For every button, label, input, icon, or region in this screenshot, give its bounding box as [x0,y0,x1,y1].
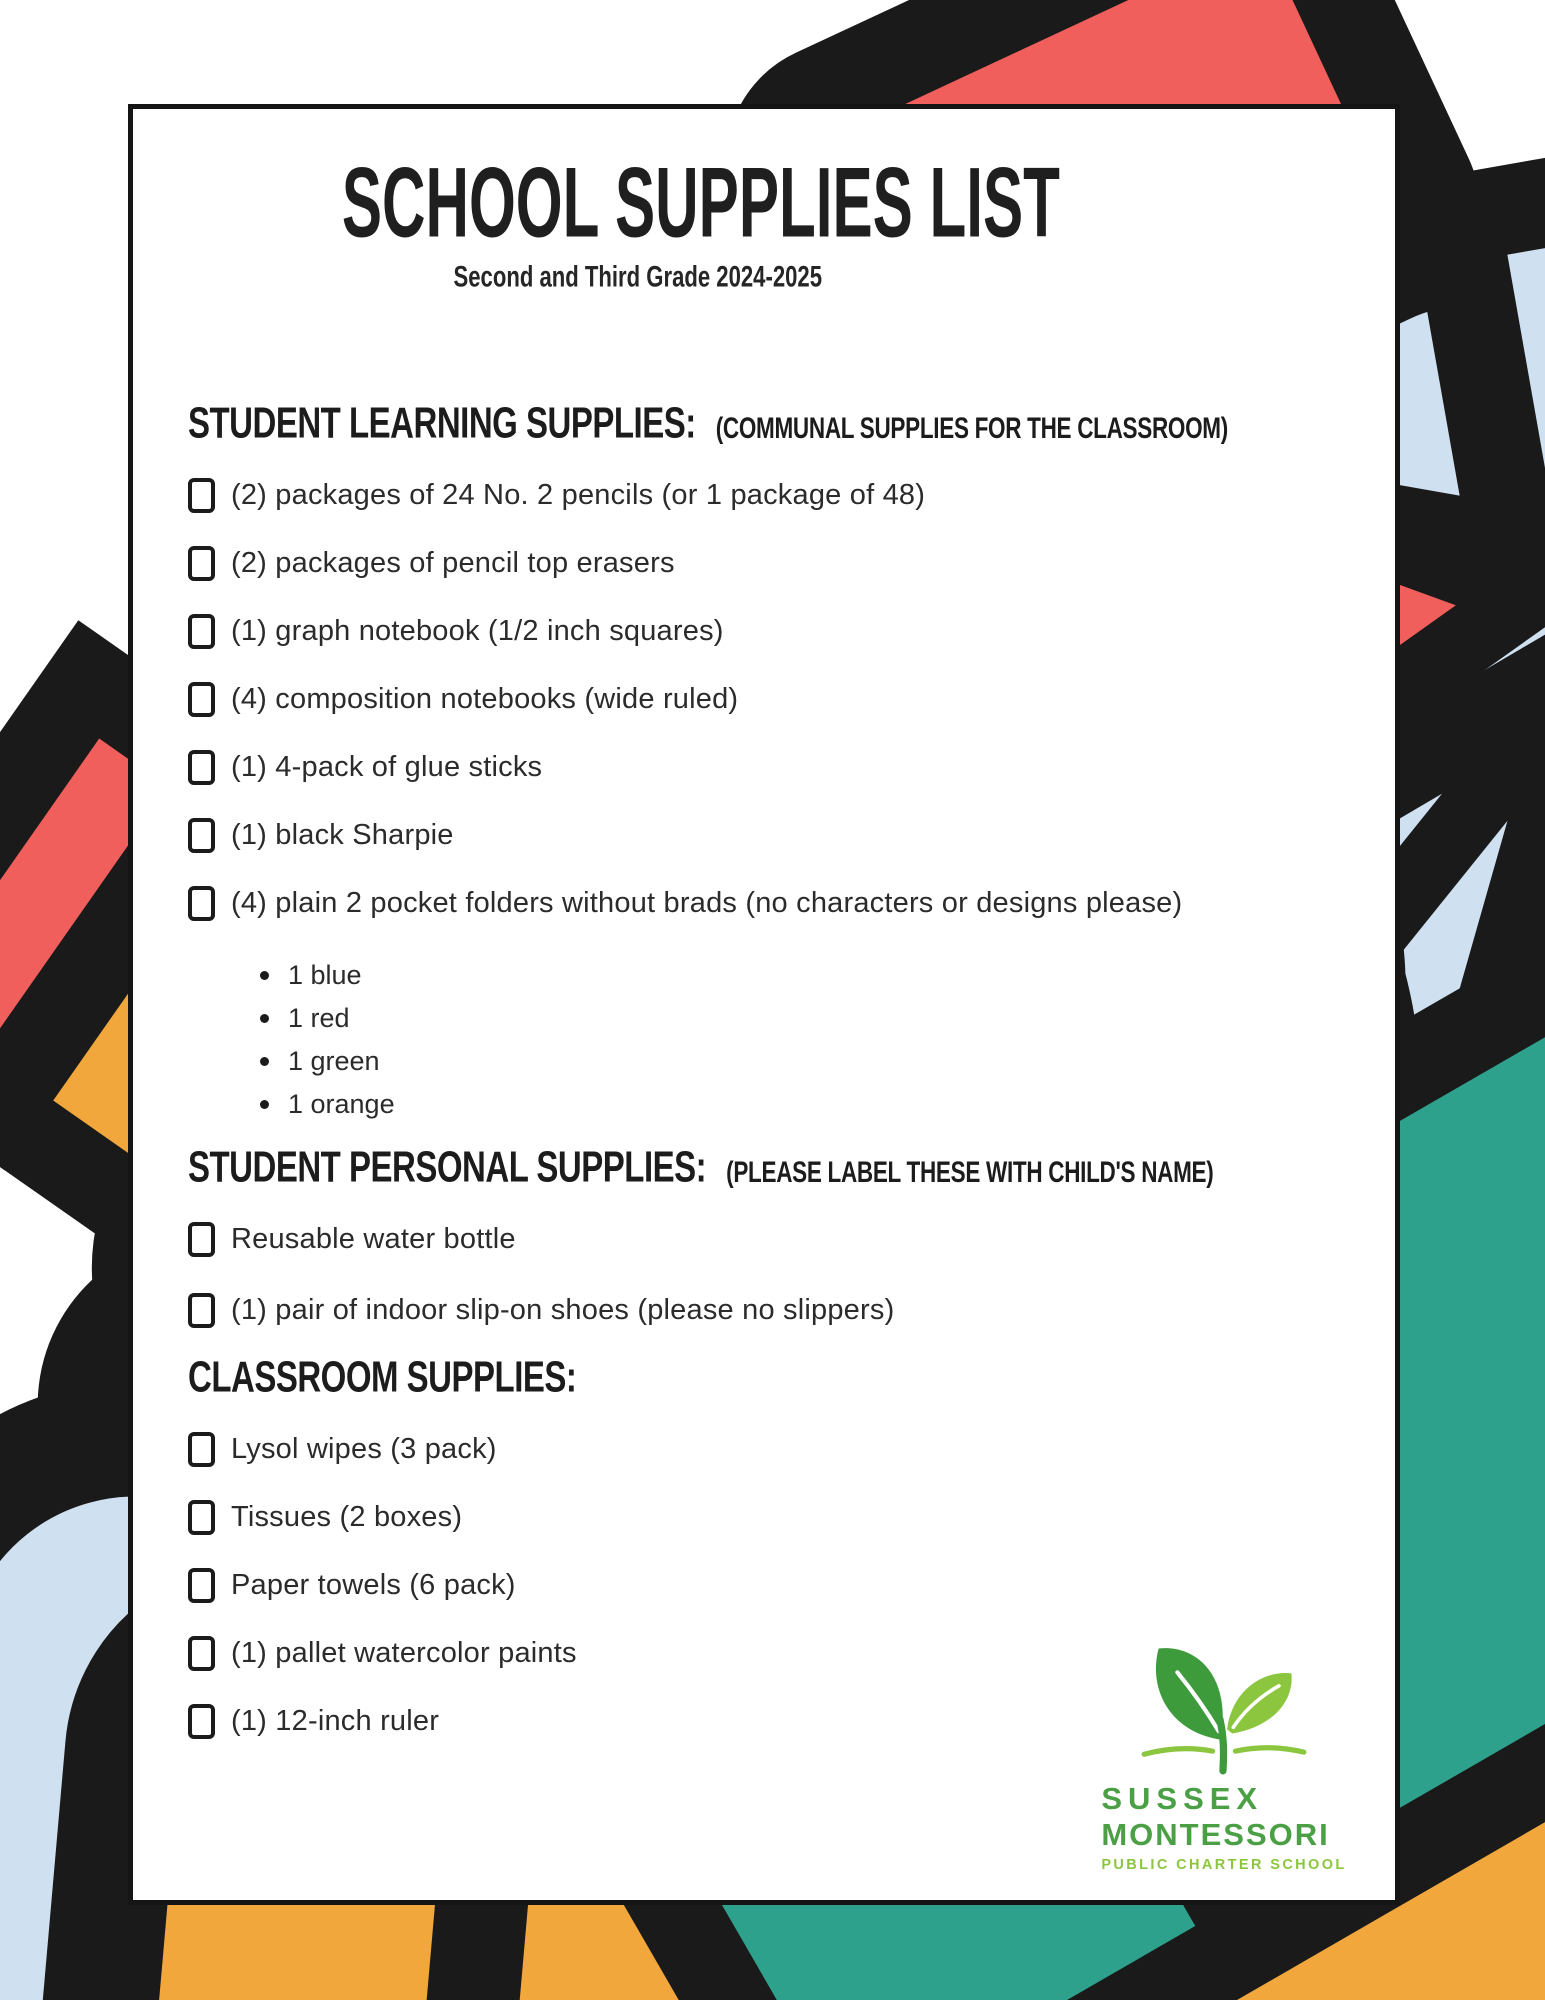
ground-line [1235,1748,1303,1752]
item-label: Tissues (2 boxes) [231,1501,463,1534]
page-title [188,147,1088,259]
checklist-item [188,1222,1355,1257]
checkbox[interactable] [188,546,215,581]
item-label: (1) black Sharpie [231,819,454,852]
item-label: Paper towels (6 pack) [231,1569,516,1602]
checkbox[interactable] [188,1432,215,1467]
folder-color-list [258,954,1355,1126]
checklist [188,478,1355,1126]
checkbox[interactable] [188,614,215,649]
list-item: 1 blue [258,954,1355,997]
checklist-item [188,1568,1355,1603]
item-label: Reusable water bottle [231,1223,516,1256]
section-heading-text: STUDENT PERSONAL SUPPLIES: [188,1142,707,1191]
item-label: Lysol wipes (3 pack) [231,1433,497,1466]
logo-school-name-line2: MONTESSORI [1101,1817,1330,1852]
checkbox[interactable] [188,1704,215,1739]
page-subtitle-text: Second and Third Grade 2024-2025 [453,258,823,294]
checklist-item [188,1293,1355,1328]
checklist-item [188,614,1355,649]
checkbox[interactable] [188,1222,215,1257]
checkbox[interactable] [188,886,215,921]
checklist-item [188,1500,1355,1535]
list-item: 1 red [258,997,1355,1040]
section-student-learning-supplies [188,398,1355,1126]
checklist-item [188,750,1355,785]
item-label: (1) 4-pack of glue sticks [231,751,543,784]
leaf-logo-icon [1134,1636,1314,1776]
section-note-text: (PLEASE LABEL THESE WITH CHILD'S NAME) [726,1155,1214,1189]
checkbox[interactable] [188,478,215,513]
checklist-item [188,478,1355,513]
checkbox[interactable] [188,818,215,853]
item-label: (2) packages of pencil top erasers [231,547,675,580]
item-label: (1) graph notebook (1/2 inch squares) [231,615,724,648]
section-heading-text: CLASSROOM SUPPLIES: [188,1352,577,1401]
section-heading-row [188,1142,1355,1192]
item-label: (1) pair of indoor slip-on shoes (please no slippers) [231,1294,895,1327]
checklist-item [188,546,1355,581]
item-label: (4) plain 2 pocket folders without brads (no characters or designs please) [231,887,1183,920]
dark-leaf-shape [1156,1648,1223,1740]
checkbox[interactable] [188,750,215,785]
item-label: (2) packages of 24 No. 2 pencils (or 1 package of 48) [231,479,926,512]
checklist-item [188,818,1355,853]
item-label: (4) composition notebooks (wide ruled) [231,683,739,716]
section-note [726,1155,1214,1190]
section-heading [188,1142,707,1192]
checklist-item [188,1432,1355,1467]
checkbox[interactable] [188,1293,215,1328]
section-heading-row [188,398,1355,448]
section-heading-text: STUDENT LEARNING SUPPLIES: [188,398,696,447]
checklist-item [188,682,1355,717]
logo-text-block [1101,1781,1346,1873]
checkbox[interactable] [188,1636,215,1671]
page-title-text: SCHOOL SUPPLIES LIST [341,147,1060,259]
section-note [715,411,1228,446]
list-item: 1 green [258,1040,1355,1083]
section-note-text: (COMMUNAL SUPPLIES FOR THE CLASSROOM) [715,411,1228,445]
section-student-personal-supplies [188,1142,1355,1328]
logo-school-name-line1: SUSSEX [1101,1781,1264,1816]
item-label: (1) pallet watercolor paints [231,1637,577,1670]
section-heading [188,398,696,448]
school-logo [1069,1636,1379,1874]
page-subtitle [188,258,1088,294]
checklist-item [188,886,1355,921]
checkbox[interactable] [188,1500,215,1535]
section-heading [188,1352,577,1402]
checklist [188,1222,1355,1328]
header-block [188,147,1088,294]
list-item: 1 orange [258,1083,1355,1126]
section-heading-row [188,1352,1355,1402]
checkbox[interactable] [188,682,215,717]
supplies-list-card [128,104,1400,1905]
checkbox[interactable] [188,1568,215,1603]
ground-line [1144,1749,1212,1755]
logo-tagline: PUBLIC CHARTER SCHOOL [1101,1857,1347,1873]
item-label: (1) 12-inch ruler [231,1705,440,1738]
stem-shape [1220,1719,1224,1771]
